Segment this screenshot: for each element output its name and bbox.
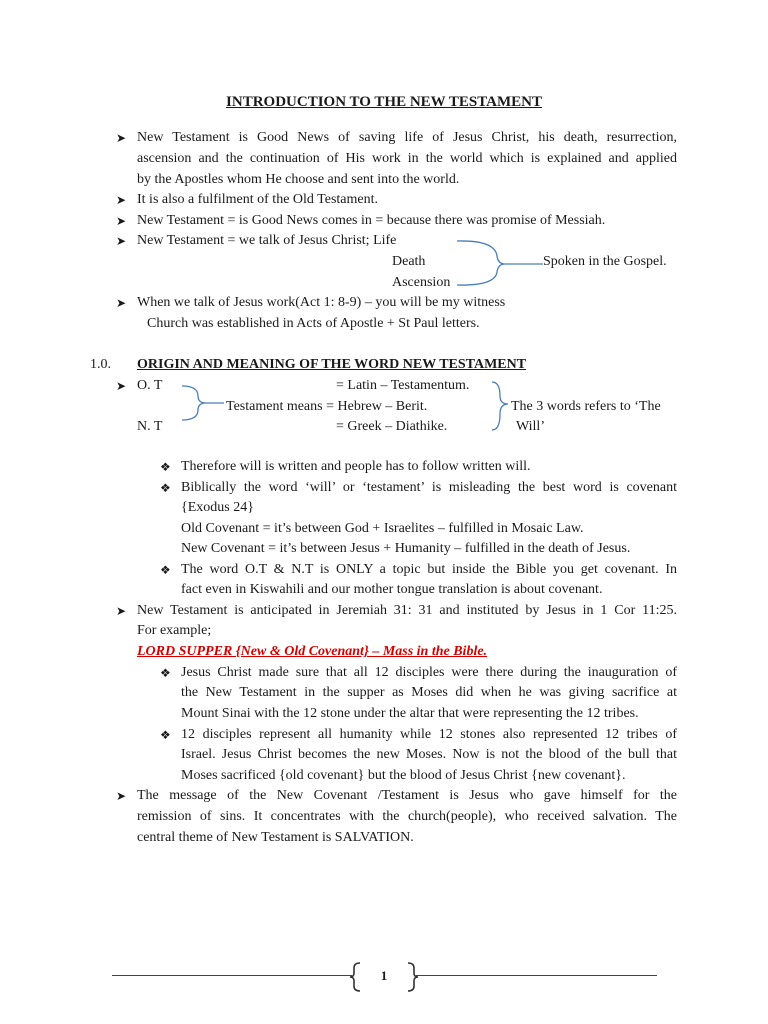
intro-ascension: Ascension [392,275,451,290]
right-brace-icon [490,380,512,432]
arrow-bullet-icon: ➤ [116,789,127,803]
refers-line1: The 3 words refers to ‘The [511,399,661,414]
diamond-bullet-icon: ❖ [160,666,171,680]
diamond-bullet-icon: ❖ [160,728,171,742]
sub-d4-line3: Mount Sinai with the 12 stone under the altar that were representing the 12 tribes. [181,706,639,721]
left-brace-icon [180,384,226,422]
sub-d5-line3: Moses sacrificed {old covenant} but the blood of Jesus Christ {new covenant}. [181,768,626,783]
arrow-bullet-icon: ➤ [116,234,127,248]
right-brace-icon [455,238,545,288]
intro-b1-line2: ascension and the continuation of His work in the world which is explained and applied [137,151,677,166]
intro-b1-line1: New Testament is Good News of saving life of Jesus Christ, his death, resurrection, [137,130,677,145]
intro-b3: New Testament = is Good News comes in = because there was promise of Messiah. [137,213,606,228]
new-covenant-line: New Covenant = it’s between Jesus + Humanity – fulfilled in the death of Jesus. [181,541,631,556]
sub-d3-line2: fact even in Kiswahili and our mother tongue translation is about covenant. [181,582,603,597]
arrow-bullet-icon: ➤ [116,214,127,228]
intro-spoken: Spoken in the Gospel. [543,254,667,269]
sub-d4-line2: the New Testament in the supper as Moses did when he was giving sacrifice at [181,685,677,700]
b6-line2: For example; [137,623,212,638]
sub-d4-line1: Jesus Christ made sure that all 12 disciples were there during the inauguration of [181,665,677,680]
b6-line1: New Testament is anticipated in Jeremiah 31: 31 and instituted by Jesus in 1 Cor 11:25. [137,603,677,618]
footer-divider-right [416,975,657,976]
sub-d3-line1: The word O.T & N.T is ONLY a topic but inside the Bible you get covenant. In [181,562,677,577]
intro-b1-line3: by the Apostles whom He choose and sent into the world. [137,172,460,187]
arrow-bullet-icon: ➤ [116,296,127,310]
nt-label: N. T [137,419,163,434]
sub-d2-line2: {Exodus 24} [181,500,254,515]
diamond-bullet-icon: ❖ [160,563,171,577]
sub-d5-line1: 12 disciples represent all humanity while 12 stones also represented 12 tribes of [181,727,677,742]
section-number: 1.0. [90,357,111,372]
hebrew-line: Testament means = Hebrew – Berit. [226,399,428,414]
lord-supper-heading: LORD SUPPER {New & Old Covenant} – Mass in the Bible. [137,644,488,659]
b7-line3: central theme of New Testament is SALVATION. [137,830,414,845]
document-title: INTRODUCTION TO THE NEW TESTAMENT [226,94,542,110]
diamond-bullet-icon: ❖ [160,481,171,495]
intro-b2: It is also a fulfilment of the Old Testament. [137,192,378,207]
page-number: 1 [380,968,388,983]
intro-b5b: Church was established in Acts of Apostle + St Paul letters. [147,316,480,331]
arrow-bullet-icon: ➤ [116,379,127,393]
latin-line: = Latin – Testamentum. [336,378,470,393]
greek-line: = Greek – Diathike. [336,419,448,434]
section-heading: ORIGIN AND MEANING OF THE WORD NEW TESTAMENT [137,357,527,372]
refers-line2: Will’ [516,419,545,434]
b7-line1: The message of the New Covenant /Testament is Jesus who gave himself for the [137,788,677,803]
intro-death: Death [392,254,426,269]
intro-b4: New Testament = we talk of Jesus Christ; Life [137,233,397,248]
intro-b5: When we talk of Jesus work(Act 1: 8-9) – you will be my witness [137,295,506,310]
sub-d5-line2: Israel. Jesus Christ becomes the new Moses. Now is not the blood of the bull that [181,747,677,762]
diamond-bullet-icon: ❖ [160,460,171,474]
old-covenant-line: Old Covenant = it’s between God + Israelites – fulfilled in Mosaic Law. [181,521,584,536]
arrow-bullet-icon: ➤ [116,193,127,207]
arrow-bullet-icon: ➤ [116,131,127,145]
arrow-bullet-icon: ➤ [116,604,127,618]
sub-d1: Therefore will is written and people has to follow written will. [181,459,531,474]
footer-divider-left [112,975,352,976]
sub-d2-line1: Biblically the word ‘will’ or ‘testament’ is misleading the best word is covenant [181,480,677,495]
ot-label: O. T [137,378,163,393]
b7-line2: remission of sins. It concentrates with the church(people), who received salvation. The [137,809,677,824]
